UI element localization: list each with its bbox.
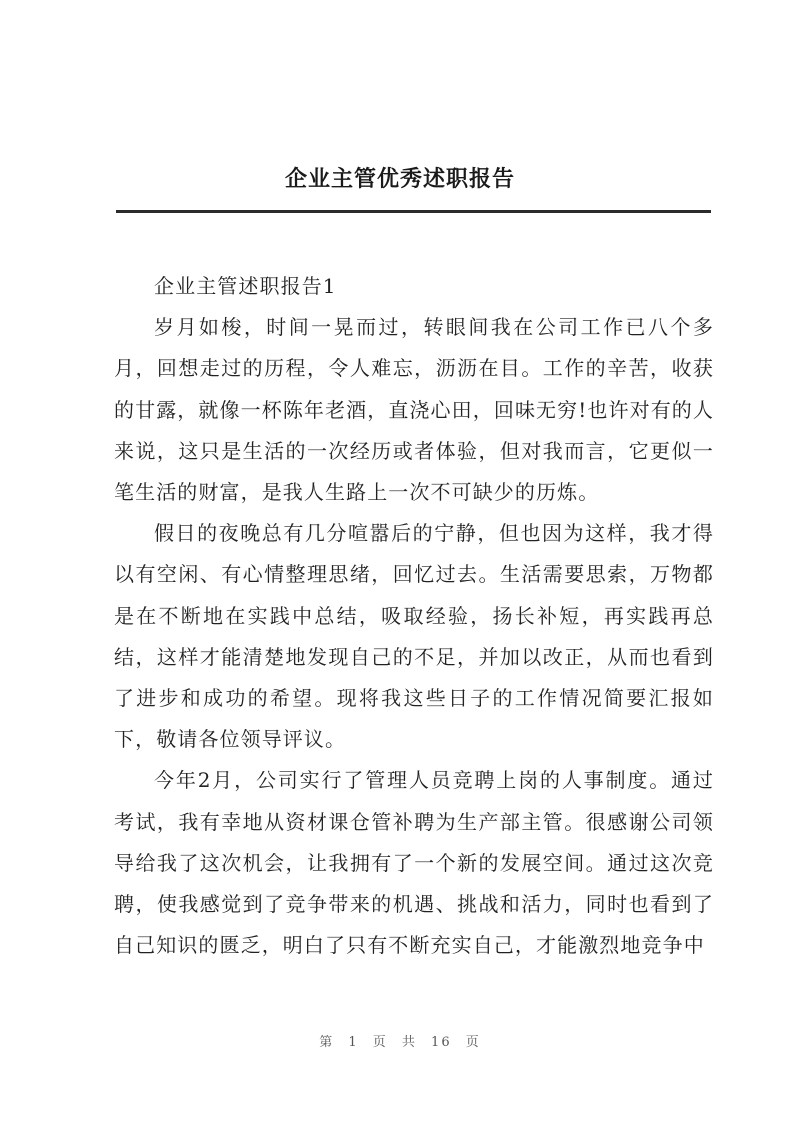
- section-heading: 企业主管述职报告1: [154, 274, 337, 298]
- document-body: [114, 266, 714, 966]
- paragraph: 今年2月，公司实行了管理人员竞聘上岗的人事制度。通过考试，我有幸地从资材课仓管补聘为生产部主管。很感谢公司领导给我了这次机会，让我拥有了一个新的发展空间。通过这次竞聘，使我感觉到了竞争带来的机遇、挑战和活力，同时也看到了自己知识的匮乏，明白了只有不断充实自己，才能激烈地竞争中: [114, 768, 714, 958]
- title-divider: [116, 210, 711, 213]
- paragraph: 假日的夜晚总有几分喧嚣后的宁静，但也因为这样，我才得以有空闲、有心情整理思绪，回忆过去。生活需要思索，万物都是在不断地在实践中总结，吸取经验，扬长补短，再实践再总结，这样才能清楚地发现自己的不足，并加以改正，从而也看到了进步和成功的希望。现将我这些日子的工作情况简要汇报如下，敬请各位领导评议。: [114, 521, 714, 752]
- page-number-footer: 第 1 页 共 16 页: [319, 1035, 481, 1050]
- paragraph: 岁月如梭，时间一晃而过，转眼间我在公司工作已八个多月，回想走过的历程，令人难忘，沥沥在目。工作的辛苦，收获的甘露，就像一杯陈年老酒，直浇心田，回味无穷!也许对有的人来说，这只是生活的一次经历或者体验，但对我而言，它更似一笔生活的财富，是我人生路上一次不可缺少的历炼。: [114, 315, 714, 505]
- document-title: 企业主管优秀述职报告: [284, 166, 515, 192]
